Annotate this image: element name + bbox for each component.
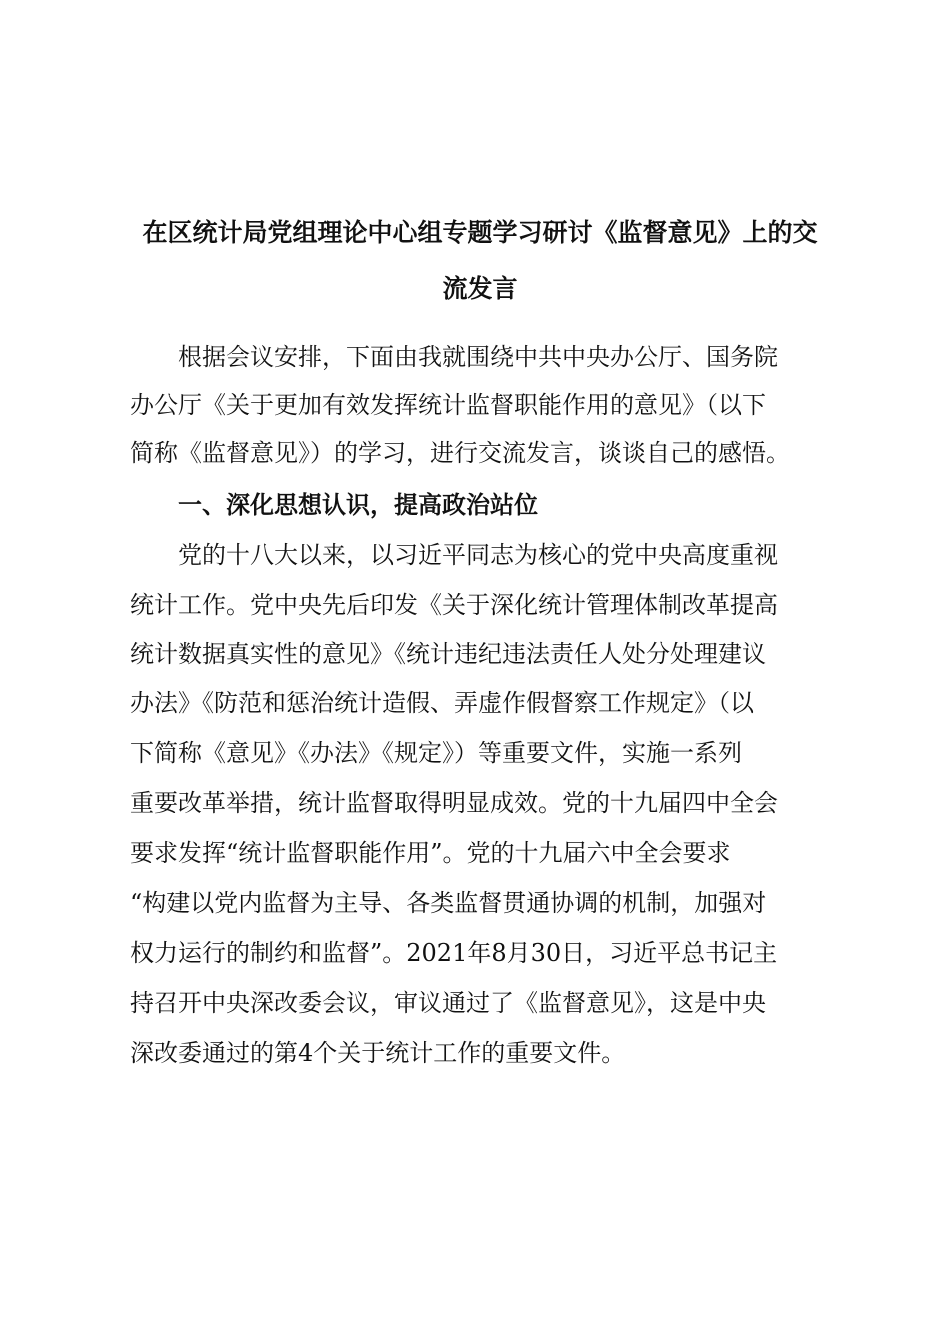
intro-line-2: 办公厅《关于更加有效发挥统计监督职能作用的意见》（以下 [130, 391, 766, 419]
section-1-line-4: 办法》《防范和惩治统计造假、弄虚作假督察工作规定》（以 [130, 689, 754, 717]
section-1-line-8: “构建以党内监督为主导、各类监督贯通协调的机制，加强对 [130, 889, 767, 917]
document-title [130, 205, 830, 317]
section-1-line-5: 下简称《意见》《办法》《规定》）等重要文件，实施一系列 [130, 739, 742, 767]
intro-line-3: 简称《监督意见》）的学习，进行交流发言，谈谈自己的感悟。 [130, 439, 790, 467]
section-1-line-11: 深改委通过的第4个关于统计工作的重要文件。 [130, 1039, 626, 1067]
section-1-line-2: 统计工作。党中央先后印发《关于深化统计管理体制改革提高 [130, 591, 778, 619]
section-1-heading: 一、深化思想认识，提高政治站位 [130, 491, 538, 519]
intro-line-1: 根据会议安排，下面由我就围绕中共中央办公厅、国务院 [130, 343, 778, 371]
section-1-line-10: 持召开中央深改委会议，审议通过了《监督意见》，这是中央 [130, 989, 766, 1017]
section-1-line-9: 权力运行的制约和监督”。2021年8月30日，习近平总书记主 [130, 939, 778, 967]
section-1-line-7: 要求发挥“统计监督职能作用”。党的十九届六中全会要求 [130, 839, 731, 867]
section-1-line-6: 重要改革举措，统计监督取得明显成效。党的十九届四中全会 [130, 789, 778, 817]
title-line-2: 流发言 [442, 274, 518, 303]
title-line-1: 在区统计局党组理论中心组专题学习研讨《监督意见》上的交 [142, 218, 818, 247]
section-1-line-3: 统计数据真实性的意见》《统计违纪违法责任人处分处理建议 [130, 640, 766, 668]
section-1-line-1: 党的十八大以来，以习近平同志为核心的党中央高度重视 [130, 541, 778, 569]
